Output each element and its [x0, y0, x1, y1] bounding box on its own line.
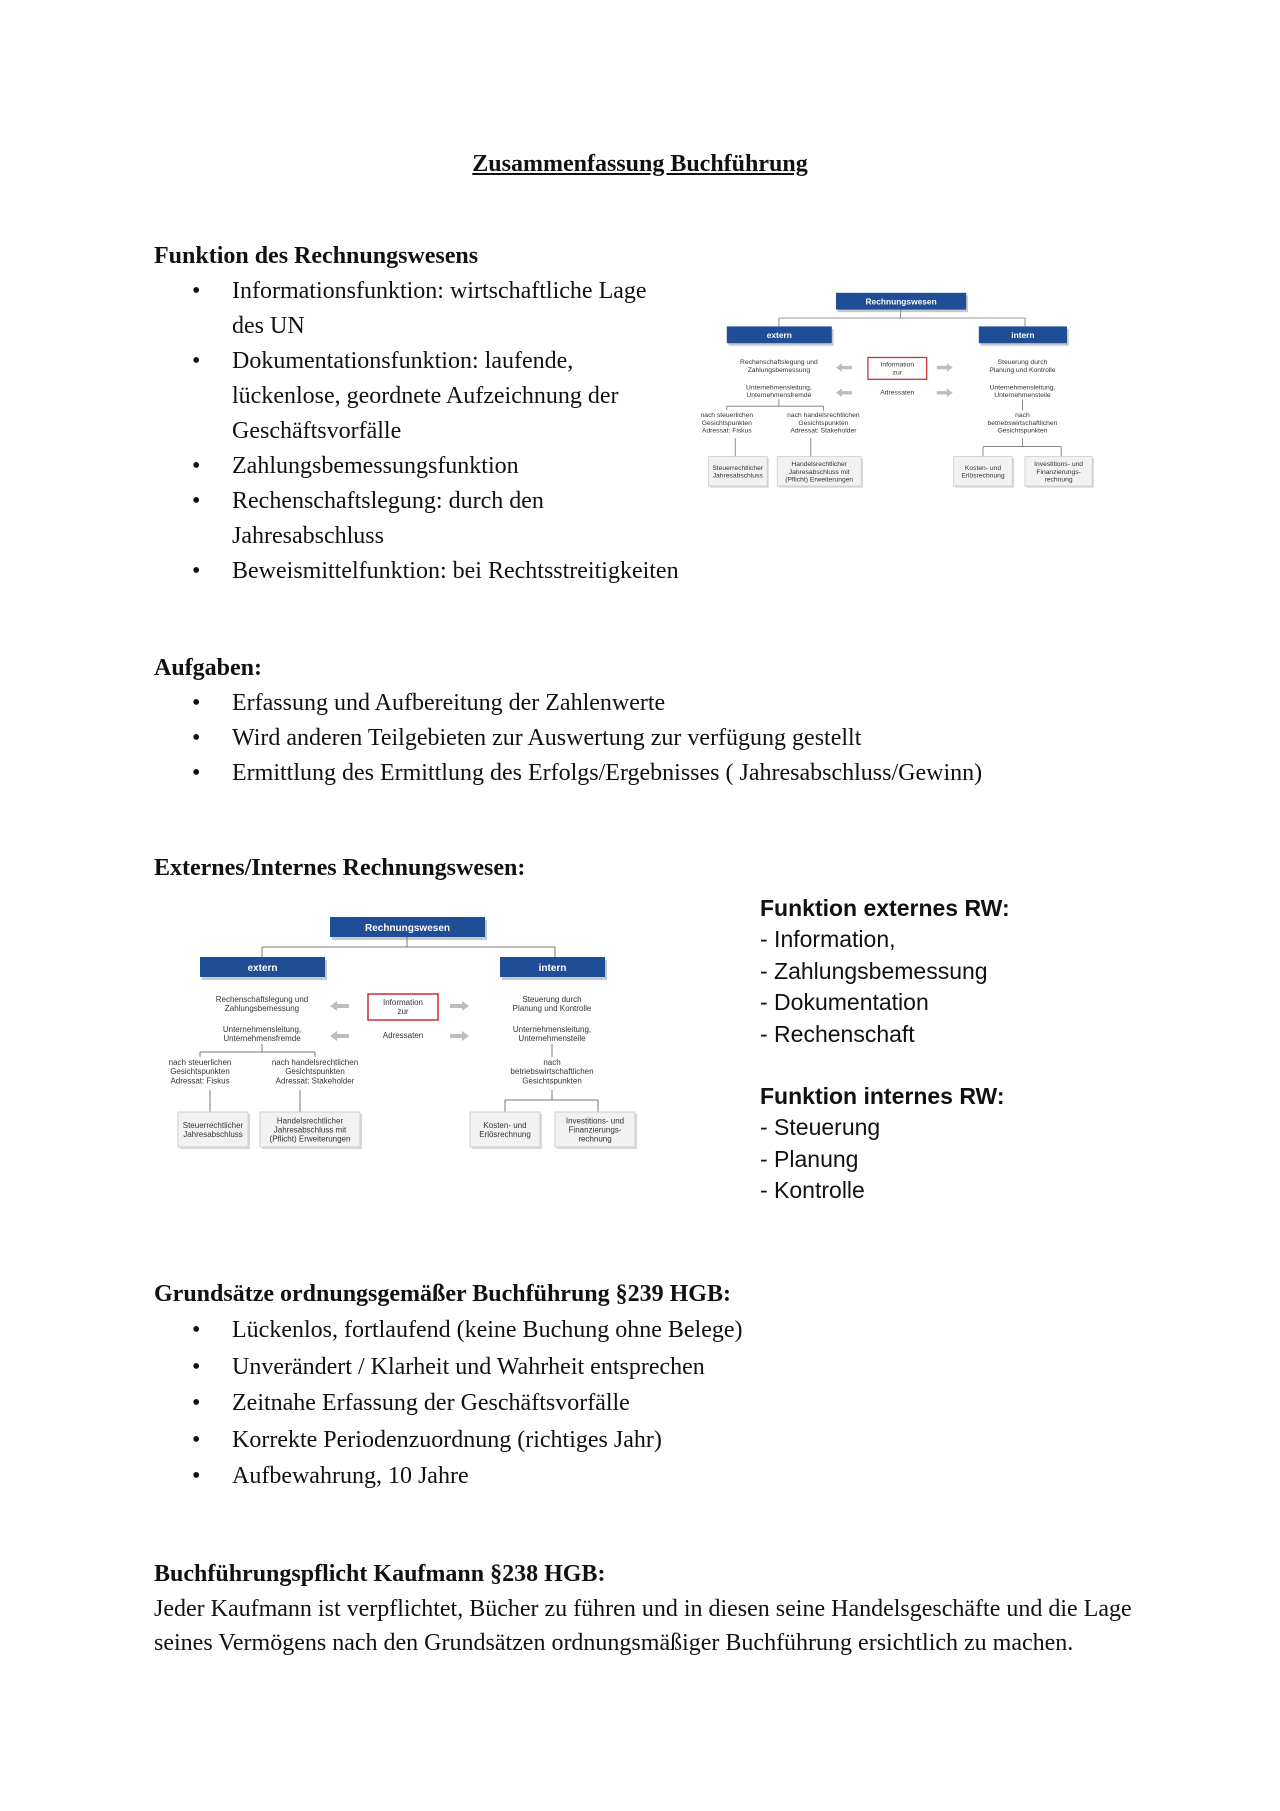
bullet-list: [154, 274, 754, 589]
page-title: Zusammenfassung Buchführung: [472, 151, 808, 177]
list-item: • Ermittlung des Ermittlung des Erfolgs/Ergebnisses ( Jahresabschluss/Gewinn): [154, 756, 1154, 791]
information-label: Information zur: [382, 998, 424, 1017]
adressaten-label: Adressaten: [880, 389, 915, 397]
intern-function-item: - Planung: [760, 1145, 859, 1172]
right-mid-text: Unternehmensleitung, Unternehmensteile: [989, 384, 1056, 400]
sub-betriebswirtschaftlich-text: nach betriebswirtschaftlichen Gesichtspunkten: [987, 412, 1058, 435]
list-item: • Unverändert / Klarheit und Wahrheit entsprechen: [154, 1349, 1154, 1386]
section-extern-intern: [154, 850, 525, 886]
extern-function-item: - Zahlungsbemessung: [760, 957, 988, 984]
list-item: • Erfassung und Aufbereitung der Zahlenwerte: [154, 686, 1154, 721]
arrow-right: [450, 1031, 469, 1041]
arrow-right: [450, 1001, 469, 1011]
list-item: • Rechenschaftslegung: durch den Jahresabschluss: [154, 484, 754, 554]
leaf-investition-label: Investitions- und Finanzierungs-rechnung: [565, 1116, 625, 1144]
intern-function-item: - Steuerung: [760, 1114, 881, 1140]
leaf-kosten-erloes-label: Kosten- und Erlösrechnung: [961, 464, 1005, 480]
list-item: • Aufbewahrung, 10 Jahre: [154, 1458, 1154, 1495]
extern-functions-heading: Funktion externes RW:: [760, 895, 1010, 921]
list-item: • Wird anderen Teilgebieten zur Auswertung zur verfügung gestellt: [154, 721, 1154, 756]
section-heading: Grundsätze ordnungsgemäßer Buchführung §239 HGB:: [154, 1281, 731, 1307]
paragraph: Jeder Kaufmann ist verpflichtet, Bücher zu führen und in diesen seine Handelsgeschäfte und die Lage seines Vermögens nach den Grundsätzen ordnungsmäßiger Buchführung ersichtlich zu machen.: [154, 1596, 1132, 1656]
section-funktion: [154, 238, 754, 589]
extern-label: extern: [247, 963, 278, 974]
arrow-left: [330, 1031, 349, 1041]
extern-label: extern: [766, 330, 792, 341]
section-heading: Funktion des Rechnungswesens: [154, 243, 479, 269]
intern-functions-heading: Funktion internes RW:: [760, 1083, 1005, 1109]
diagram-graphic: [168, 912, 680, 1182]
leaf-steuerrechtlich-label: Steuerrechtlicher Jahresabschluss: [712, 464, 764, 480]
sub-steuerlich-text: nach steuerlichen Gesichtspunkten Adressat: Fiskus: [700, 412, 754, 435]
intern-label: intern: [538, 963, 567, 974]
bullet-list: [154, 1312, 1154, 1495]
list-item: • Lückenlos, fortlaufend (keine Buchung ohne Belege): [154, 1312, 1154, 1349]
leaf-steuerrechtlich-label: Steuerrechtlicher Jahresabschluss: [182, 1120, 244, 1140]
section-aufgaben: [154, 650, 1154, 791]
left-top-text: Rechenschaftslegung und Zahlungsbemessung: [740, 359, 818, 374]
right-top-text: Steuerung durch Planung und Kontrolle: [989, 359, 1056, 374]
diagram-graphic: [700, 282, 1130, 522]
leaf-investition-label: Investitions- und Finanzierungs-rechnung: [1034, 461, 1084, 484]
adressaten-label: Adressaten: [382, 1031, 424, 1040]
extern-function-item: - Dokumentation: [760, 989, 929, 1015]
leaf-kosten-erloes-label: Kosten- und Erlösrechnung: [479, 1120, 531, 1140]
bullet-list: [154, 686, 1154, 791]
root-label: Rechnungswesen: [865, 296, 937, 307]
rw-functions: [760, 892, 1010, 1207]
list-item: • Zahlungsbemessungsfunktion: [154, 449, 754, 484]
root-label: Rechnungswesen: [364, 923, 451, 934]
section-buchfuehrungspflicht: [154, 1556, 1154, 1660]
sub-handelsrechtlich-text: nach handelsrechtlichen Gesichtspunkten Adressat: Stakeholder: [787, 412, 860, 435]
section-grundsaetze: [154, 1276, 1154, 1495]
arrow-right: [937, 363, 953, 371]
extern-function-item: - Rechenschaft: [760, 1020, 915, 1047]
sub-steuerlich-text: nach steuerlichen Gesichtspunkten Adressat: Fiskus: [168, 1058, 232, 1086]
right-mid-text: Unternehmensleitung, Unternehmensteile: [512, 1025, 592, 1044]
arrow-right: [937, 389, 953, 397]
rechnungswesen-diagram-small: [700, 282, 1130, 522]
intern-function-item: - Kontrolle: [760, 1177, 865, 1203]
list-item: • Beweismittelfunktion: bei Rechtsstreitigkeiten: [154, 554, 754, 589]
left-mid-text: Unternehmensleitung, Unternehmensfremde: [746, 384, 812, 400]
leaf-handelsrechtlich-label: Handelsrechtlicher Jahresabschluss mit (Pflicht) Erweiterungen: [269, 1116, 351, 1144]
section-heading: Externes/Internes Rechnungswesen:: [154, 855, 526, 881]
list-item: • Informationsfunktion: wirtschaftliche Lage des UN: [154, 274, 754, 344]
information-label: Information zur: [880, 361, 915, 377]
arrow-left: [836, 363, 852, 371]
list-item: • Korrekte Periodenzuordnung (richtiges Jahr): [154, 1422, 1154, 1459]
arrow-left: [836, 389, 852, 397]
sub-betriebswirtschaftlich-text: nach betriebswirtschaftlichen Gesichtspunkten: [510, 1058, 594, 1086]
intern-label: intern: [1011, 330, 1035, 341]
list-item: • Zeitnahe Erfassung der Geschäftsvorfälle: [154, 1385, 1154, 1422]
extern-function-item: - Information,: [760, 926, 896, 952]
left-mid-text: Unternehmensleitung, Unternehmensfremde: [222, 1025, 302, 1044]
right-top-text: Steuerung durch Planung und Kontrolle: [512, 995, 592, 1014]
leaf-handelsrechtlich-label: Handelsrechtlicher Jahresabschluss mit (Pflicht) Erweiterungen: [785, 461, 854, 484]
arrow-left: [330, 1001, 349, 1011]
left-top-text: Rechenschaftslegung und Zahlungsbemessung: [215, 995, 309, 1014]
list-item: • Dokumentationsfunktion: laufende, lückenlose, geordnete Aufzeichnung der Geschäftsvorfälle: [154, 344, 754, 449]
rechnungswesen-diagram-large: [168, 912, 680, 1182]
section-heading: Buchführungspflicht Kaufmann §238 HGB:: [154, 1561, 606, 1587]
sub-handelsrechtlich-text: nach handelsrechtlichen Gesichtspunkten Adressat: Stakeholder: [271, 1058, 359, 1086]
section-heading: Aufgaben:: [154, 655, 263, 681]
